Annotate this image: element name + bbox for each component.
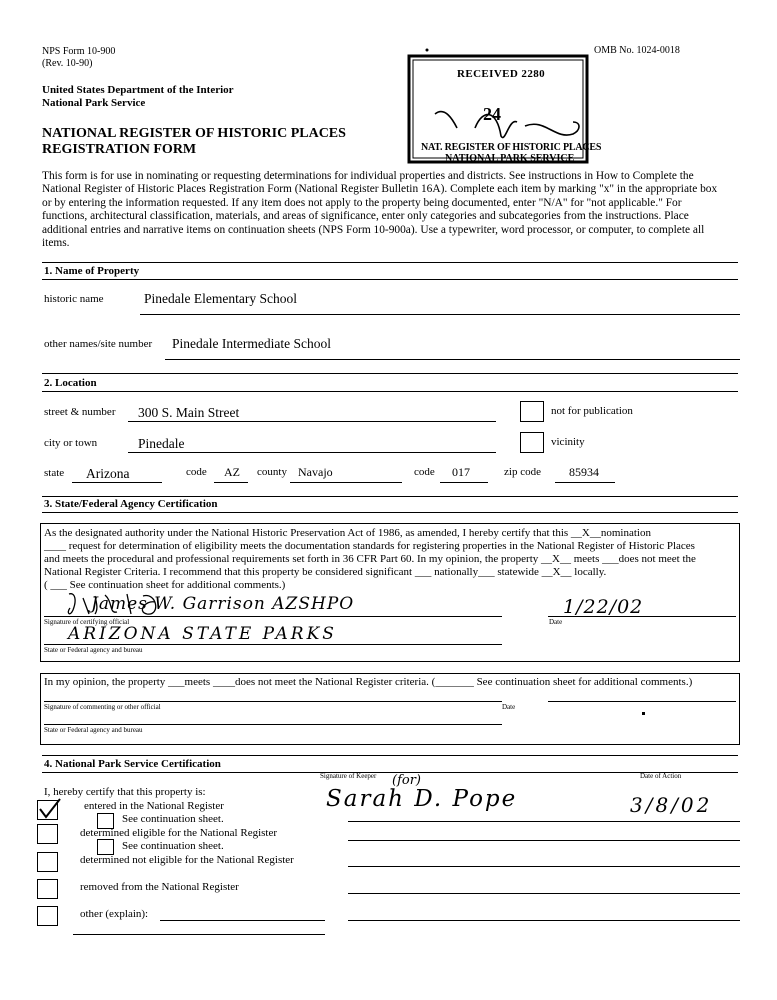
speck (642, 712, 645, 715)
certifying-signature-text: James W. Garrison AZSHPO (91, 594, 355, 614)
date-underline (548, 616, 736, 617)
entered-continuation-label: See continuation sheet. (122, 813, 224, 825)
section-1-heading: 1. Name of Property (44, 265, 140, 277)
section-rule (42, 373, 738, 374)
state-code-value[interactable]: AZ (224, 465, 240, 479)
field-underline (165, 359, 740, 360)
city-value[interactable]: Pinedale (138, 436, 185, 451)
county-code-label: code (414, 466, 435, 478)
field-underline (440, 482, 488, 483)
street-value[interactable]: 300 S. Main Street (138, 405, 240, 420)
state-value[interactable]: Arizona (86, 466, 130, 481)
nps-intro: I, hereby certify that this property is: (44, 786, 206, 798)
county-value[interactable]: Navajo (298, 465, 333, 479)
instruction-line: National Register of Historic Places Registration Form (National Register Bulletin 16A). Complete each item by marking "x" in the appropriate box (42, 183, 718, 196)
keeper-line (348, 866, 740, 867)
field-underline (290, 482, 402, 483)
other-explain-line[interactable] (160, 920, 325, 921)
omb-number: OMB No. 1024-0018 (594, 45, 680, 56)
field-underline (128, 452, 496, 453)
keeper-line (348, 920, 740, 921)
form-revision: (Rev. 10-90) (42, 58, 93, 69)
keeper-label: Signature of Keeper (320, 772, 377, 780)
field-underline (72, 482, 162, 483)
section-rule (42, 279, 738, 280)
cert-line: ( ___ See continuation sheet for additional comments.) (44, 578, 286, 591)
instructions-paragraph (42, 170, 742, 250)
state-code-label: code (186, 466, 207, 478)
action-date-value: 3/8/02 (630, 793, 713, 817)
agency2-label: State or Federal agency and bureau (44, 726, 143, 734)
zip-value[interactable]: 85934 (569, 465, 599, 479)
field-underline (555, 482, 615, 483)
removed-checkbox[interactable] (37, 879, 58, 899)
field-underline (214, 482, 248, 483)
commenting-date-underline (548, 701, 736, 702)
section-rule (42, 391, 738, 392)
keeper-line (348, 840, 740, 841)
other-checkbox[interactable] (37, 906, 58, 926)
date-label: Date (549, 618, 563, 626)
commenting-label: Signature of commenting or other official (44, 703, 161, 711)
agency2-underline (44, 724, 502, 725)
form-title: NATIONAL REGISTER OF HISTORIC PLACES (42, 126, 346, 141)
stamp-received: RECEIVED 2280 (457, 68, 546, 80)
stamp-number: 24 (483, 104, 501, 124)
keeper-line (348, 821, 740, 822)
keeper-annotation: (for) (392, 773, 421, 788)
signature-label: Signature of certifying official (44, 618, 130, 626)
section-2-heading: 2. Location (44, 377, 97, 389)
instruction-line: This form is for use in nominating or requesting determinations for individual properties and districts. See instructions in How to Complete the (42, 170, 694, 182)
removed-label: removed from the National Register (80, 881, 239, 893)
other-names-value[interactable]: Pinedale Intermediate School (172, 336, 331, 351)
opinion-statement: In my opinion, the property ___meets ____does not meet the National Register criteria. (_______ See continuation sheet for additional comments.) (44, 676, 693, 688)
keeper-line (348, 893, 740, 894)
action-date-label: Date of Action (640, 772, 682, 780)
received-stamp (405, 48, 602, 168)
section-rule (42, 512, 738, 513)
other-names-label: other names/site number (44, 338, 153, 350)
entered-label: entered in the National Register (84, 800, 224, 812)
zip-label: zip code (504, 466, 541, 478)
not-eligible-checkbox[interactable] (37, 852, 58, 872)
stamp-register-line2: NATIONAL PARK SERVICE (445, 153, 575, 164)
street-label: street & number (44, 406, 116, 418)
historic-name-value[interactable]: Pinedale Elementary School (144, 291, 297, 306)
service-name: National Park Service (42, 97, 146, 109)
other-label: other (explain): (80, 908, 149, 920)
vicinity-checkbox[interactable] (520, 432, 544, 453)
section-rule (42, 496, 738, 497)
historic-name-label: historic name (44, 293, 104, 305)
field-underline (140, 314, 740, 315)
cert-line: ____ request for determination of eligibility meets the documentation standards for registering properties in the National Register of Historic Places (44, 539, 695, 552)
form-subtitle: REGISTRATION FORM (42, 142, 197, 157)
cert-line: As the designated authority under the National Historic Preservation Act of 1986, as amended, I hereby certify that this __X__nomination (44, 527, 651, 539)
county-label: county (257, 466, 287, 478)
stamp-register-line1: NAT. REGISTER OF HISTORIC PLACES (421, 142, 602, 153)
section-3-heading: 3. State/Federal Agency Certification (44, 498, 218, 510)
agency-handwritten: ARIZONA STATE PARKS (68, 624, 337, 644)
vicinity-label: vicinity (551, 436, 585, 448)
cert-line: and meets the procedural and professional requirements set forth in 36 CFR Part 60. In my opinion, the property __X__ meets ___does not meet the (44, 552, 696, 565)
certification-statement (44, 527, 738, 592)
field-underline (128, 421, 496, 422)
other-explain-line-2[interactable] (73, 934, 325, 935)
cert-line: National Register Criteria. I recommend that this property be considered significant ___ nationally___ statewide __X__ locally. (44, 565, 607, 578)
commenting-date-label: Date (502, 703, 516, 711)
not-for-publication-label: not for publication (551, 405, 633, 417)
check-mark-icon (38, 797, 62, 821)
form-number: NPS Form 10-900 (42, 46, 116, 57)
instruction-line: or by entering the information requested. If any item does not apply to the property being documented, enter "N/A" for "not applicable." For (42, 196, 682, 209)
keeper-signature: Sarah D. Pope (326, 786, 518, 812)
not-eligible-label: determined not eligible for the National Register (80, 854, 294, 866)
eligible-continuation-checkbox[interactable] (97, 839, 114, 855)
county-code-value[interactable]: 017 (452, 465, 470, 479)
city-label: city or town (44, 437, 98, 449)
section-rule (42, 772, 738, 773)
certification-date-value: 1/22/02 (563, 596, 644, 618)
section-rule (42, 262, 738, 263)
eligible-label: determined eligible for the National Register (80, 827, 278, 839)
instruction-line: functions, architectural classification, materials, and areas of significance, enter only categories and subcategories from the instructions. Place (42, 210, 689, 223)
signature-underline (44, 616, 502, 617)
eligible-continuation-label: See continuation sheet. (122, 840, 224, 852)
instruction-line: additional entries and narrative items on continuation sheets (NPS Form 10-900a). Use a typewriter, word processor, or computer, to complete all (42, 223, 705, 236)
not-for-publication-checkbox[interactable] (520, 401, 544, 422)
section-rule (42, 755, 738, 756)
department-name: United States Department of the Interior (42, 84, 234, 96)
commenting-underline (44, 701, 502, 702)
state-label: state (44, 467, 65, 479)
agency-label: State or Federal agency and bureau (44, 646, 143, 654)
section-4-heading: 4. National Park Service Certification (44, 758, 221, 770)
instruction-line: items. (42, 237, 70, 250)
agency-underline (44, 644, 502, 645)
eligible-checkbox[interactable] (37, 824, 58, 844)
